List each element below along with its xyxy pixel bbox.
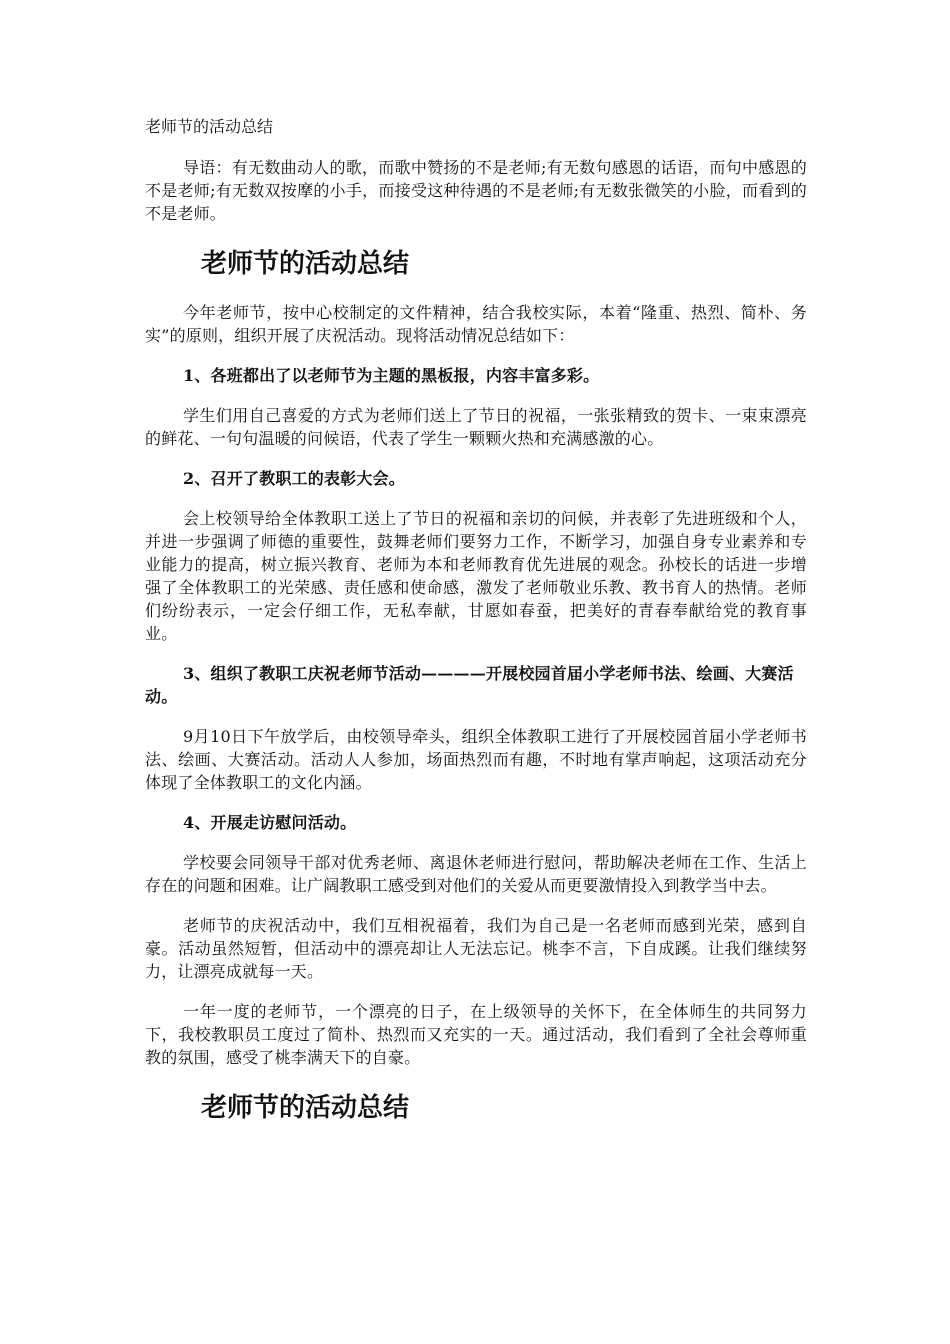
document-title: 老师节的活动总结 (145, 117, 274, 136)
paragraph-1: 学生们用自己喜爱的方式为老师们送上了节日的祝福，一张张精致的贺卡、一束束漂亮的鲜花、一句句温暖的问候语，代表了学生一颗颗火热和充满感激的心。 (145, 406, 807, 448)
document-page (145, 116, 807, 1145)
subheading-3: 3、组织了教职工庆祝老师节活动————开展校园首届小学老师书法、绘画、大赛活动。 (145, 664, 794, 706)
paragraph-4: 学校要会同领导干部对优秀老师、离退休老师进行慰问，帮助解决老师在工作、生活上存在的问题和困难。让广阔教职工感受到对他们的关爱从而更要激情投入到教学当中去。 (145, 853, 807, 895)
subheading-2: 2、召开了教职工的表彰大会。 (183, 469, 405, 488)
section-heading-2: 老师节的活动总结 (201, 1093, 410, 1123)
section-heading: 老师节的活动总结 (201, 249, 410, 279)
paragraph-6: 一年一度的老师节，一个漂亮的日子，在上级领导的关怀下，在全体师生的共同努力下，我校教职员工度过了简朴、热烈而又充实的一天。通过活动，我们看到了全社会尊师重教的氛围，感受了桃李满天下的自豪。 (145, 1002, 807, 1067)
subheading-4: 4、开展走访慰问活动。 (183, 813, 357, 832)
paragraph-2: 会上校领导给全体教职工送上了节日的祝福和亲切的问候，并表彰了先进班级和个人，并进一步强调了师德的重要性，鼓舞老师们要努力工作，不断学习，加强自身专业素养和专业能力的提高，树立振兴教育、老师为本和老师教育优先进展的观念。孙校长的话进一步增强了全体教职工的光荣感、责任感和使命感，激发了老师敬业乐教、教书育人的热情。老师们纷纷表示，一定会仔细工作，无私奉献，甘愿如春蚕，把美好的青春奉献给党的教育事业。 (145, 509, 807, 643)
intro-paragraph: 导语：有无数曲动人的歌，而歌中赞扬的不是老师;有无数句感恩的话语，而句中感恩的不是老师;有无数双按摩的小手，而接受这种待遇的不是老师;有无数张微笑的小脸，而看到的不是老师。 (145, 158, 807, 223)
subheading-1: 1、各班都出了以老师节为主题的黑板报，内容丰富多彩。 (183, 366, 600, 385)
paragraph-3: 9月10日下午放学后，由校领导牵头，组织全体教职工进行了开展校园首届小学老师书法、绘画、大赛活动。活动人人参加，场面热烈而有趣，不时地有掌声响起，这项活动充分体现了全体教职工的文化内涵。 (145, 727, 807, 792)
opening-paragraph: 今年老师节，按中心校制定的文件精神，结合我校实际，本着“隆重、热烈、简朴、务实”的原则，组织开展了庆祝活动。现将活动情况总结如下： (145, 303, 807, 345)
paragraph-5: 老师节的庆祝活动中，我们互相祝福着，我们为自己是一名老师而感到光荣，感到自豪。活动虽然短暂，但活动中的漂亮却让人无法忘记。桃李不言，下自成蹊。让我们继续努力，让漂亮成就每一天。 (145, 916, 807, 981)
